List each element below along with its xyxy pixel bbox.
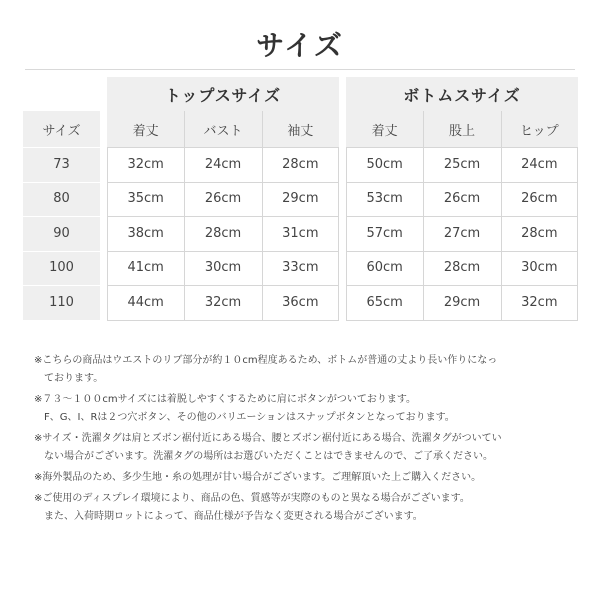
table-cell: 27cm bbox=[443, 225, 481, 241]
bottoms-column-header: 股上 bbox=[423, 111, 500, 147]
row-divider bbox=[23, 182, 100, 183]
tops-column-header: 着丈 bbox=[107, 111, 184, 147]
table-cell: 24cm bbox=[204, 156, 242, 172]
table-cell: 35cm bbox=[127, 191, 164, 207]
row-divider bbox=[23, 216, 100, 217]
table-cell: 50cm bbox=[366, 156, 403, 172]
note-item bbox=[34, 490, 579, 526]
size-label-cell: 73 bbox=[23, 147, 100, 182]
note-item bbox=[34, 430, 579, 466]
table-cell: 26cm bbox=[204, 191, 242, 207]
table-cell: 26cm bbox=[521, 191, 558, 207]
bottoms-group-header: ボトムスサイズ bbox=[346, 77, 578, 112]
table-cell: 57cm bbox=[366, 225, 403, 241]
bottoms-column-header: 着丈 bbox=[346, 111, 423, 147]
table-cell: 32cm bbox=[521, 294, 558, 310]
table-cell: 28cm bbox=[443, 260, 481, 276]
size-label-cell: 100 bbox=[23, 251, 100, 286]
note-item bbox=[34, 469, 579, 487]
table-cell: 41cm bbox=[127, 260, 164, 276]
tops-group-header: トップスサイズ bbox=[107, 77, 339, 112]
note-text: ※サイズ・洗濯タグは肩とズボン裾付近にある場合、腰とズボン裾付近にある場合、洗濯タグがついてい bbox=[34, 433, 502, 444]
title-divider bbox=[25, 69, 575, 70]
table-cell: 32cm bbox=[127, 156, 164, 172]
table-cell: 38cm bbox=[127, 225, 164, 241]
table-cell: 29cm bbox=[282, 191, 319, 207]
table-cell: 30cm bbox=[521, 260, 558, 276]
table-cell: 30cm bbox=[204, 260, 242, 276]
note-text: ※海外製品のため、多少生地・糸の処理が甘い場合がございます。ご理解頂いた上ご購入ください。 bbox=[34, 472, 482, 483]
page-title: サイズ bbox=[256, 29, 344, 62]
note-text: また、入荷時期ロットによって、商品仕様が予告なく変更される場合がございます。 bbox=[44, 511, 423, 522]
note-text: ない場合がございます。洗濯タグの場所はお選びいただくことはできませんので、ご了承ください。 bbox=[44, 451, 493, 462]
note-text: F、G、I、Rは２つ穴ボタン、その他のバリエーションはスナップボタンとなっております。 bbox=[44, 412, 455, 423]
table-cell: 65cm bbox=[366, 294, 403, 310]
row-divider bbox=[23, 285, 100, 286]
tops-column-header: バスト bbox=[184, 111, 261, 147]
size-label-cell: 110 bbox=[23, 285, 100, 320]
size-column-header: サイズ bbox=[23, 111, 100, 147]
table-cell: 60cm bbox=[366, 260, 403, 276]
row-divider bbox=[23, 147, 100, 148]
table-cell: 26cm bbox=[443, 191, 481, 207]
table-cell: 28cm bbox=[204, 225, 242, 241]
note-text: ※７３～１００cmサイズには着脱しやすくするために肩にボタンがついております。 bbox=[34, 394, 417, 405]
note-item bbox=[34, 391, 579, 427]
table-cell: 24cm bbox=[521, 156, 558, 172]
note-text: ※ご使用のディスプレイ環境により、商品の色、質感等が実際のものと異なる場合がございます。 bbox=[34, 493, 470, 504]
tops-column-header: 袖丈 bbox=[262, 111, 339, 147]
row-divider bbox=[23, 251, 100, 252]
table-cell: 31cm bbox=[282, 225, 319, 241]
table-cell: 32cm bbox=[204, 294, 242, 310]
note-item bbox=[34, 352, 579, 388]
notes-section bbox=[34, 352, 579, 529]
size-label-cell: 90 bbox=[23, 216, 100, 251]
table-cell: 29cm bbox=[443, 294, 481, 310]
table-cell: 53cm bbox=[366, 191, 403, 207]
table-cell: 28cm bbox=[282, 156, 319, 172]
bottoms-column-header: ヒップ bbox=[501, 111, 578, 147]
size-label-cell: 80 bbox=[23, 182, 100, 217]
table-cell: 44cm bbox=[127, 294, 164, 310]
note-text: ※こちらの商品はウエストのリブ部分が約１０cm程度あるため、ボトムが普通の丈より長い作りになっ bbox=[34, 355, 498, 366]
table-cell: 36cm bbox=[282, 294, 319, 310]
table-cell: 33cm bbox=[282, 260, 319, 276]
note-text: ております。 bbox=[44, 373, 104, 384]
table-cell: 28cm bbox=[521, 225, 558, 241]
table-cell: 25cm bbox=[443, 156, 481, 172]
